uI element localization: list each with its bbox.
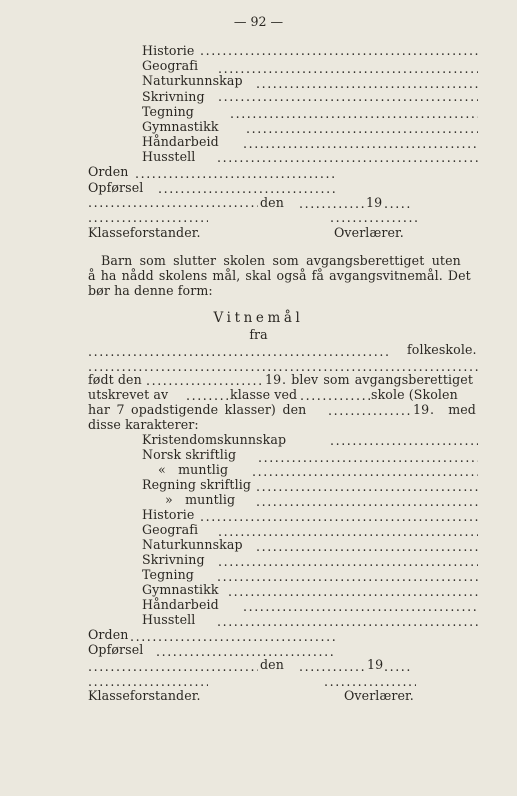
subject-label: Geografi bbox=[142, 522, 199, 537]
opforsel-label: Opførsel bbox=[88, 180, 144, 195]
dotted-line bbox=[218, 89, 478, 104]
signature-line bbox=[330, 210, 420, 225]
klasse-ved-label: klasse ved bbox=[230, 387, 298, 402]
klasseforstander-label: Klasseforstander. bbox=[88, 225, 201, 240]
skole-label: skole (Skolen bbox=[371, 387, 458, 402]
dotted-line bbox=[217, 150, 478, 165]
signature-line bbox=[324, 674, 416, 689]
dotted-line bbox=[256, 539, 478, 554]
dotted-line bbox=[228, 584, 478, 599]
subject-label: Husstell bbox=[142, 149, 196, 164]
klasseforstander-label: Klasseforstander. bbox=[88, 688, 201, 703]
dotted-line bbox=[217, 569, 478, 584]
dotted-line bbox=[330, 433, 478, 448]
dotted-line bbox=[243, 599, 478, 614]
dotted-line bbox=[130, 629, 335, 644]
dotted-line bbox=[158, 181, 335, 196]
dotted-line bbox=[256, 479, 478, 494]
dotted-line bbox=[218, 554, 478, 569]
subject-label: Naturkunnskap bbox=[142, 73, 243, 88]
vitnemal-title: Vitnemål bbox=[213, 310, 304, 326]
subject-label: Håndarbeid bbox=[142, 134, 219, 149]
orden-label: Orden bbox=[88, 164, 129, 179]
subject-label: Husstell bbox=[142, 612, 196, 627]
fra-label: fra bbox=[249, 327, 268, 342]
paragraph-line: bør ha denne form: bbox=[88, 283, 213, 298]
dotted-line bbox=[218, 524, 478, 539]
avgang-text: . blev som avgangsberettiget bbox=[282, 372, 473, 387]
signature-line bbox=[88, 674, 208, 689]
subject-label: Håndarbeid bbox=[142, 597, 219, 612]
dotted-line bbox=[156, 644, 335, 659]
dotted-line bbox=[218, 61, 478, 76]
year-label: 19 bbox=[367, 657, 384, 672]
dotted-line bbox=[246, 121, 478, 136]
dotted-line bbox=[88, 659, 258, 674]
dotted-line bbox=[217, 614, 478, 629]
subject-label: Historie bbox=[142, 507, 195, 522]
fodt-den-label: født den bbox=[88, 372, 142, 387]
opforsel-label: Opførsel bbox=[88, 642, 144, 657]
dotted-line bbox=[258, 450, 478, 465]
dotted-line bbox=[299, 659, 365, 674]
subject-label: Tegning bbox=[142, 104, 194, 119]
dotted-line bbox=[252, 464, 478, 479]
dotted-line bbox=[200, 509, 478, 524]
har-7-label: har 7 opadstigende klasser) den bbox=[88, 402, 307, 417]
subject-label: Norsk skriftlig bbox=[142, 447, 237, 462]
dotted-line bbox=[88, 344, 390, 359]
dotted-line bbox=[146, 373, 264, 388]
subject-label: Historie bbox=[142, 43, 195, 58]
year-label: 19 bbox=[265, 372, 282, 387]
year-label: 19 bbox=[413, 402, 430, 417]
dotted-line bbox=[299, 196, 365, 211]
subject-label: Geografi bbox=[142, 58, 199, 73]
dotted-line bbox=[88, 195, 258, 210]
dotted-line bbox=[300, 388, 370, 403]
med-label: . med bbox=[430, 402, 476, 417]
overlaerer-label: Overlærer. bbox=[344, 688, 414, 703]
subject-label: Kristendomskunnskap bbox=[142, 432, 287, 447]
dotted-line bbox=[200, 43, 478, 58]
subject-label: Naturkunnskap bbox=[142, 537, 243, 552]
subject-label: » muntlig bbox=[165, 492, 236, 507]
orden-label: Orden bbox=[88, 627, 129, 642]
den-label: den bbox=[260, 657, 284, 672]
page-number: — 92 — bbox=[233, 14, 284, 29]
utskrevet-label: utskrevet av bbox=[88, 387, 169, 402]
subject-label: Skrivning bbox=[142, 89, 205, 104]
overlaerer-label: Overlærer. bbox=[334, 225, 404, 240]
signature-line bbox=[88, 210, 208, 225]
disse-karakterer-label: disse karakterer: bbox=[88, 417, 199, 432]
dotted-line bbox=[230, 106, 478, 121]
den-label: den bbox=[260, 195, 284, 210]
year-label: 19 bbox=[366, 195, 383, 210]
subject-label: Gymnastikk bbox=[142, 119, 219, 134]
dotted-line bbox=[384, 659, 410, 674]
dotted-line bbox=[186, 388, 228, 403]
subject-label: Skrivning bbox=[142, 552, 205, 567]
folkeskole-label: folkeskole. bbox=[407, 342, 477, 357]
dotted-line bbox=[328, 403, 412, 418]
paragraph-line: Barn som slutter skolen som avgangsberettiget uten bbox=[101, 253, 461, 268]
dotted-line bbox=[243, 136, 478, 151]
dotted-line bbox=[135, 166, 335, 181]
subject-label: Regning skriftlig bbox=[142, 477, 251, 492]
paragraph-line: å ha nådd skolens mål, skal også få avgangsvitnemål. Det bbox=[88, 268, 471, 283]
subject-label: Tegning bbox=[142, 567, 194, 582]
subject-label: Gymnastikk bbox=[142, 582, 219, 597]
subject-label: « muntlig bbox=[158, 462, 229, 477]
dotted-line bbox=[384, 196, 410, 211]
dotted-line bbox=[256, 494, 478, 509]
